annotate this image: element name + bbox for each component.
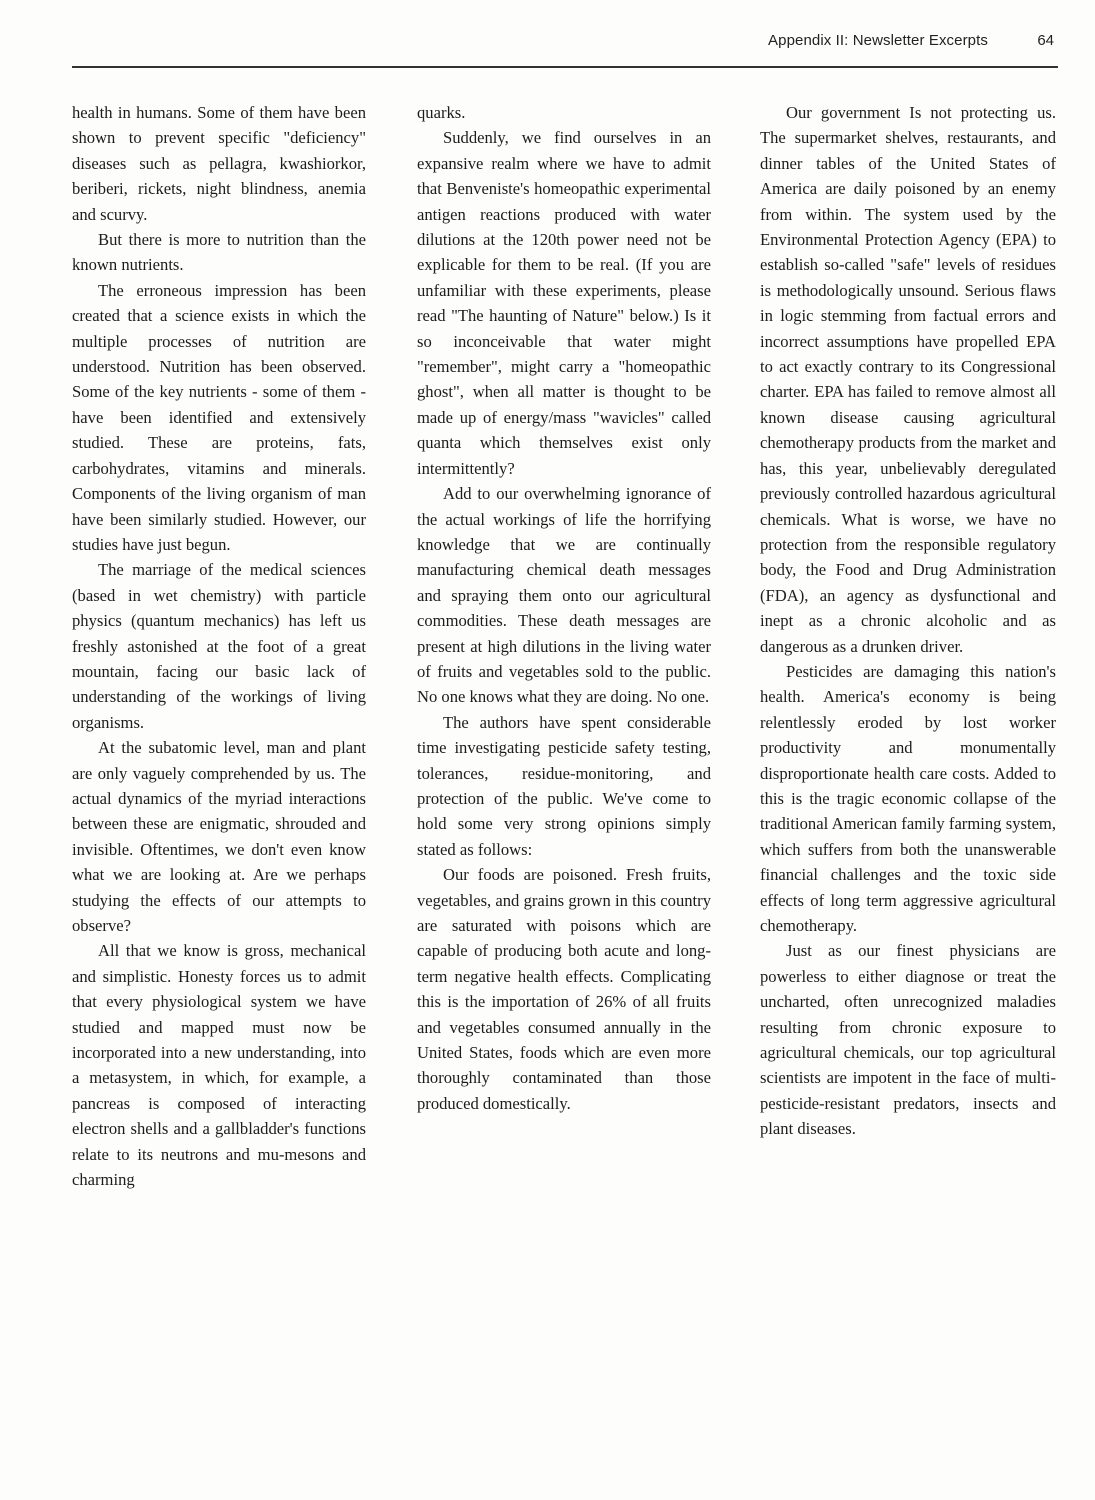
paragraph: The erroneous impression has been created that a science exists in which the multiple processes of nutrition are understood. Nutrition has been observed. Some of the key nutrients - some of them - have been identified and extensively studied. These are proteins, fats, carbohydrates, vitamins and minerals. Components of the living organism of man have been similarly studied. However, our studies have just begun. bbox=[72, 280, 366, 554]
paragraph: At the subatomic level, man and plant are only vaguely comprehended by us. The actual dynamics of the myriad interactions between these are enigmatic, shrouded and invisible. Oftentimes, we don't even know what we are looking at. Are we perhaps studying the effects of our attempts to observe? bbox=[72, 738, 366, 935]
paragraph: Add to our overwhelming ignorance of the actual workings of life the horrifying knowledge that we are continually manufacturing chemical death messages and spraying them onto our agricultural commodities. These death messages are present at high dilutions in the living water of fruits and vegetables sold to the public. No one knows what they are doing. No one. bbox=[417, 484, 711, 707]
paragraph: Suddenly, we find ourselves in an expansive realm where we have to admit that Benveniste's homeopathic experimental antigen reactions produced with water dilutions at the 120th power need not be explicable for them to be real. (If you are unfamiliar with these experiments, please read "The haunting of Nature" below.) Is it so inconceivable that water might "remember", might carry a "homeopathic ghost", when all matter is thought to be made up of energy/mass "wavicles" called quanta which themselves exist only intermittently? bbox=[417, 128, 711, 478]
header-rule bbox=[72, 66, 1058, 68]
paragraph: But there is more to nutrition than the known nutrients. bbox=[72, 230, 366, 275]
paragraph: Our foods are poisoned. Fresh fruits, vegetables, and grains grown in this country are saturated with poisons which are capable of producing both acute and long-term negative health effects. Complicating this is the importation of 26% of all fruits and vegetables consumed annually in the United States, foods which are even more thoroughly contaminated than those produced domestically. bbox=[417, 865, 711, 1113]
paragraph: Just as our finest physicians are powerless to either diagnose or treat the uncharted, often unrecognized maladies resulting from chronic exposure to agricultural chemicals, our top agricultural scientists are impotent in the face of multi-pesticide-resistant predators, insects and plant diseases. bbox=[760, 941, 1056, 1139]
header-title: Appendix II: Newsletter Excerpts bbox=[768, 32, 988, 49]
paragraph: All that we know is gross, mechanical and simplistic. Honesty forces us to admit that every physiological system we have studied and mapped must now be incorporated into a new understanding, into a metasystem, in which, for example, a pancreas is composed of interacting electron shells and a gallbladder's functions relate to its neutrons and mu-mesons and charming bbox=[72, 941, 366, 1190]
running-header bbox=[72, 32, 1056, 54]
page-number: 64 bbox=[1037, 32, 1054, 49]
paragraph: health in humans. Some of them have been shown to prevent specific "deficiency" diseases such as pellagra, kwashiorkor, beriberi, rickets, night blindness, anemia and scurvy. bbox=[72, 103, 366, 224]
text-column-3 bbox=[760, 100, 1056, 1142]
paragraph: quarks. bbox=[417, 103, 466, 122]
text-column-2 bbox=[417, 100, 711, 1116]
text-column-1 bbox=[72, 100, 366, 1192]
paragraph: Pesticides are damaging this nation's health. America's economy is being relentlessly eroded by lost worker productivity and monumentally disproportionate health care costs. Added to this is the tragic economic collapse of the traditional American family farming system, which suffers from both the unanswerable financial challenges and the toxic side effects of long term aggressive agricultural chemotherapy. bbox=[760, 661, 1056, 935]
paragraph: Our government Is not protecting us. The supermarket shelves, restaurants, and dinner tables of the United States of America are daily poisoned by an enemy from within. The system used by the Environmental Protection Agency (EPA) to establish so-called "safe" levels of residues is methodologically unsound. Serious flaws in logic stemming from factual errors and incorrect assumptions have propelled EPA to act exactly contrary to its Congressional charter. EPA has failed to remove almost all known disease causing agricultural chemotherapy products from the market and has, this year, unbelievably deregulated previously controlled hazardous agricultural chemicals. What is worse, we have no protection from the responsible regulatory body, the Food and Drug Administration (FDA), an agency as dysfunctional and inept as a chronic alcoholic and as dangerous as a drunken driver. bbox=[760, 103, 1056, 656]
paragraph: The authors have spent considerable time investigating pesticide safety testing, tolerances, residue-monitoring, and protection of the public. We've come to hold some very strong opinions simply stated as follows: bbox=[417, 712, 711, 859]
paragraph: The marriage of the medical sciences (based in wet chemistry) with particle physics (quantum mechanics) has left us freshly astonished at the foot of a great mountain, facing our basic lack of understanding of the workings of living organisms. bbox=[72, 560, 366, 732]
